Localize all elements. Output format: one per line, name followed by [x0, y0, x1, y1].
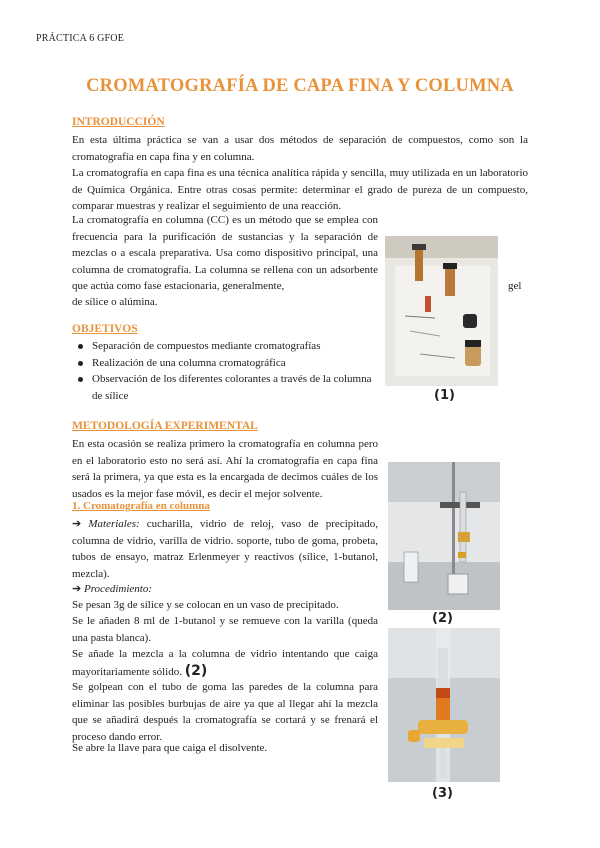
objetivos-heading: OBJETIVOS — [72, 323, 138, 335]
arrow-icon: ➔ — [72, 518, 89, 530]
caption-2: (2) — [432, 611, 453, 626]
intro-paragraph-3-tail: de sílice o alúmina. — [72, 296, 158, 308]
step-3-text: Se añade la mezcla a la columna de vidrio intentando que caiga mayoritariamente sólido. — [72, 648, 378, 678]
intro-paragraph-1: En esta última práctica se van a usar dos métodos de separación de compuestos, como son la cromatografía en capa fina y en columna. — [72, 134, 528, 163]
list-item: Realización de una columna cromatográfica — [72, 355, 378, 372]
metodologia-text: En esta ocasión se realiza primero la cromatografía en columna pero en el laboratorio esto no será así. Ahí la cromatografía en capa fina será la primera, ya que esta es la encargada de decimos cuáles de los usados es la mejor fase móvil, es decir el mejor solvente. — [72, 438, 378, 500]
column-setup-photo — [388, 462, 500, 610]
inline-figure-mark: (2) — [184, 662, 208, 679]
materiales-text: cucharilla, vidrio de reloj, vaso de precipitado, columna de vidrio, varilla de vidrio. soporte, tubo de goma, probeta, tubos de ensayo, matraz Erlenmeyer y reactivos (sílice, 1-butanol, mezcla). — [72, 518, 378, 580]
intro-paragraph-2: La cromatografía en capa fina es una técnica analítica rápida y sencilla, muy utilizada en un laboratorio de Química Orgánica. Entre otras cosas permite: determinar el grado de pureza de un compuesto, comparar muestras y realizar el seguimiento de una reacción. — [72, 167, 528, 212]
materiales-block — [72, 516, 378, 582]
caption-1: (1) — [434, 388, 455, 403]
step-3 — [72, 646, 378, 680]
step-4: Se golpean con el tubo de goma las paredes de la columna para eliminar las posibles burbujas de aire ya que al llegar ahí la mezcla que se añadirá después la cromatografía se cortará y se frenará el proceso dando error. — [72, 681, 378, 743]
column-running-photo — [388, 628, 500, 782]
list-item: Separación de compuestos mediante cromatografías — [72, 338, 378, 355]
metodologia-heading: METODOLOGÍA EXPERIMENTAL — [72, 420, 258, 432]
step-1: Se pesan 3g de sílice y se colocan en un vaso de precipitado. — [72, 599, 339, 611]
arrow-icon: ➔ — [72, 583, 84, 595]
page-header: PRÁCTICA 6 GFOE — [36, 33, 125, 44]
step-5: Se abre la llave para que caiga el disolvente. — [72, 742, 268, 754]
objetivos-list — [72, 338, 378, 404]
tlc-photo — [385, 236, 498, 386]
page-title: CROMATOGRAFÍA DE CAPA FINA Y COLUMNA — [86, 76, 514, 96]
procedimiento-block — [72, 581, 378, 598]
list-item: Observación de los diferentes colorantes a través de la columna de sílice — [72, 371, 378, 404]
intro-heading: INTRODUCCIÓN — [72, 116, 165, 128]
materiales-label: Materiales: — [88, 518, 140, 530]
intro-paragraph-3-text: La cromatografía en columna (CC) es un método que se emplea con frecuencia para la purificación de sustancias y la separación de mezclas o a escala preparativa. Usa como dispositivo principal, una columna de cromatografía. La columna se rellena con un adsorbente que actúa como fase estacionaria, generalmente, — [72, 214, 378, 292]
step-2: Se le añaden 8 ml de 1-butanol y se remueve con la varilla (queda una pasta blanca). — [72, 615, 378, 644]
caption-3: (3) — [432, 786, 453, 801]
intro-paragraph-3-gel: gel — [508, 280, 522, 292]
subsection-title: 1. Cromatografía en columna — [72, 500, 210, 512]
procedimiento-label: Procedimiento: — [83, 583, 152, 595]
